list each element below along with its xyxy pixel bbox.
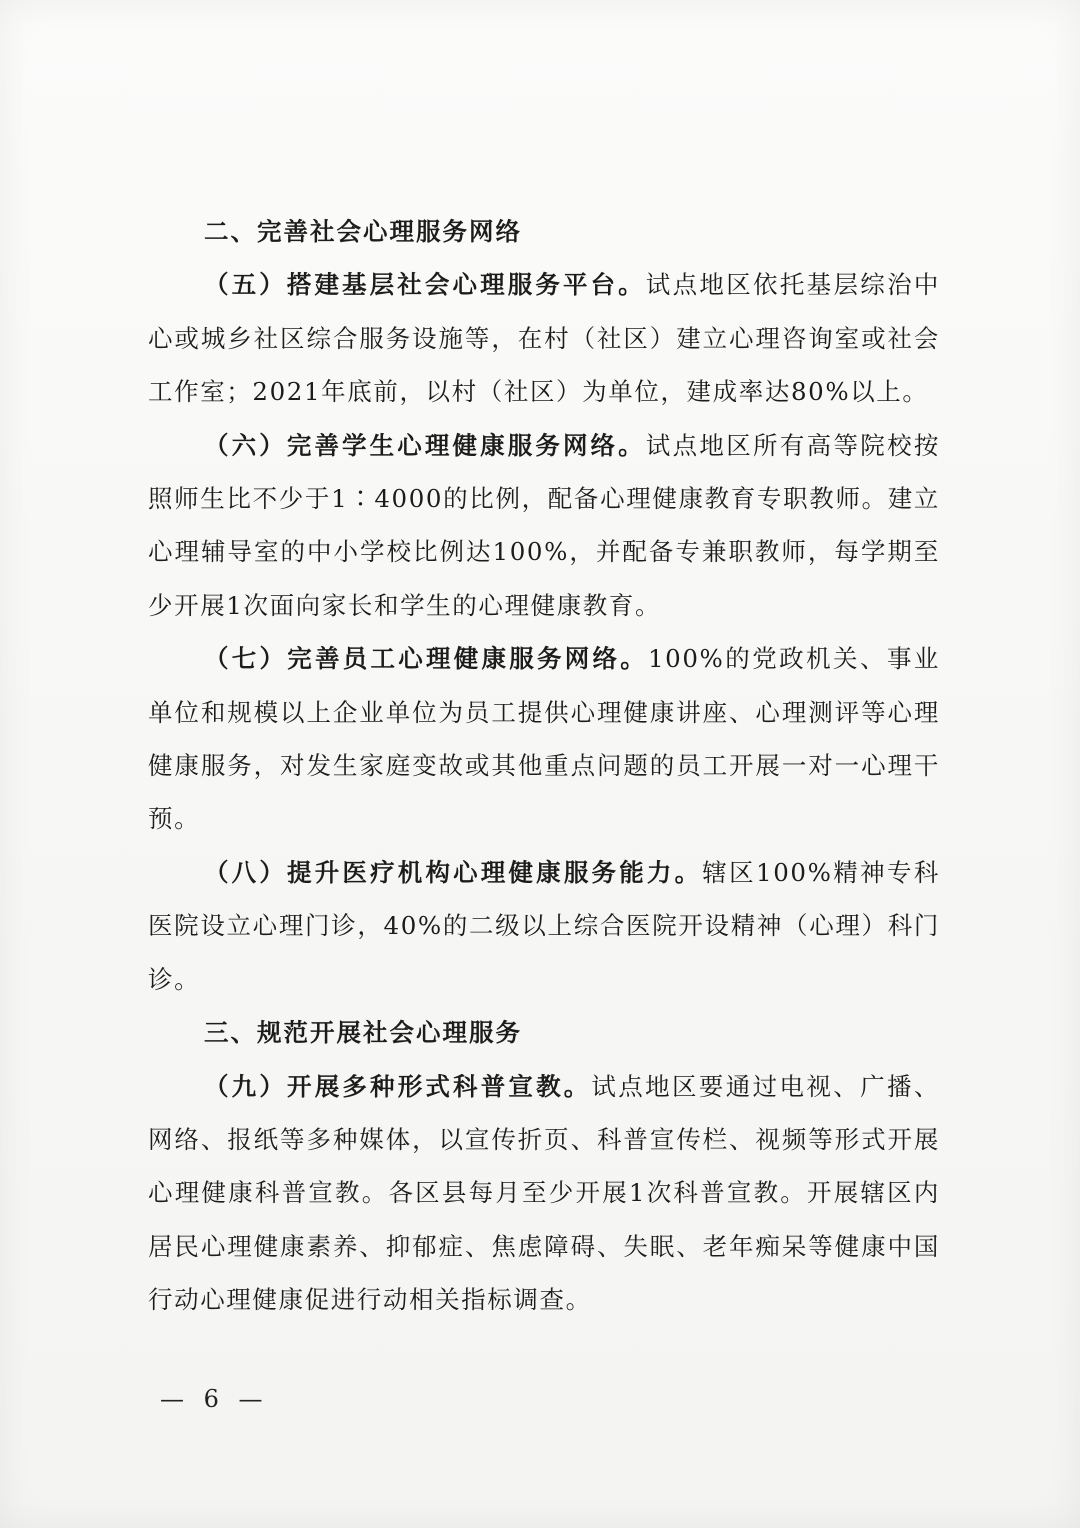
paragraph-lead: （七）完善员工心理健康服务网络。	[204, 644, 648, 674]
paragraph-text: 试点地区所有高等院校按照师生比不少于1∶4000的比例，配备心理健康教育专职教师。建立心理辅导室的中小学校比例达100%，并配备专兼职教师，每学期至少开展1次面向家长和学生的心理健康教育。	[148, 430, 940, 620]
paragraph-6	[148, 419, 940, 633]
document-body	[148, 205, 940, 1327]
paragraph-7	[148, 632, 940, 846]
paragraph-9	[148, 1060, 940, 1327]
paragraph-lead: （八）提升医疗机构心理健康服务能力。	[204, 857, 703, 887]
paragraph-text: 100%的党政机关、事业单位和规模以上企业单位为员工提供心理健康讲座、心理测评等心理健康服务，对发生家庭变故或其他重点问题的员工开展一对一心理干预。	[148, 644, 940, 834]
paragraph-lead: （五）搭建基层社会心理服务平台。	[204, 270, 646, 300]
section-heading-3: 三、规范开展社会心理服务	[204, 1018, 522, 1048]
paragraph-text: 试点地区要通过电视、广播、网络、报纸等多种媒体，以宣传折页、科普宣传栏、视频等形式开展心理健康科普宣教。各区县每月至少开展1次科普宣教。开展辖区内居民心理健康素养、抑郁症、焦虑障碍、失眠、老年痴呆等健康中国行动心理健康促进行动相关指标调查。	[148, 1071, 940, 1315]
paragraph-lead: （六）完善学生心理健康服务网络。	[204, 430, 646, 460]
paragraph-text: 辖区100%精神专科医院设立心理门诊，40%的二级以上综合医院开设精神（心理）科门诊。	[148, 857, 940, 994]
section-heading-2: 二、完善社会心理服务网络	[204, 217, 522, 246]
paragraph-lead: （九）开展多种形式科普宣教。	[204, 1071, 592, 1101]
page-number: — 6 —	[160, 1385, 269, 1413]
paragraph-text: 试点地区依托基层综治中心或城乡社区综合服务设施等，在村（社区）建立心理咨询室或社会工作室；2021年底前，以村（社区）为单位，建成率达80%以上。	[148, 270, 940, 407]
paragraph-8	[148, 846, 940, 1006]
paragraph-5	[148, 258, 940, 418]
